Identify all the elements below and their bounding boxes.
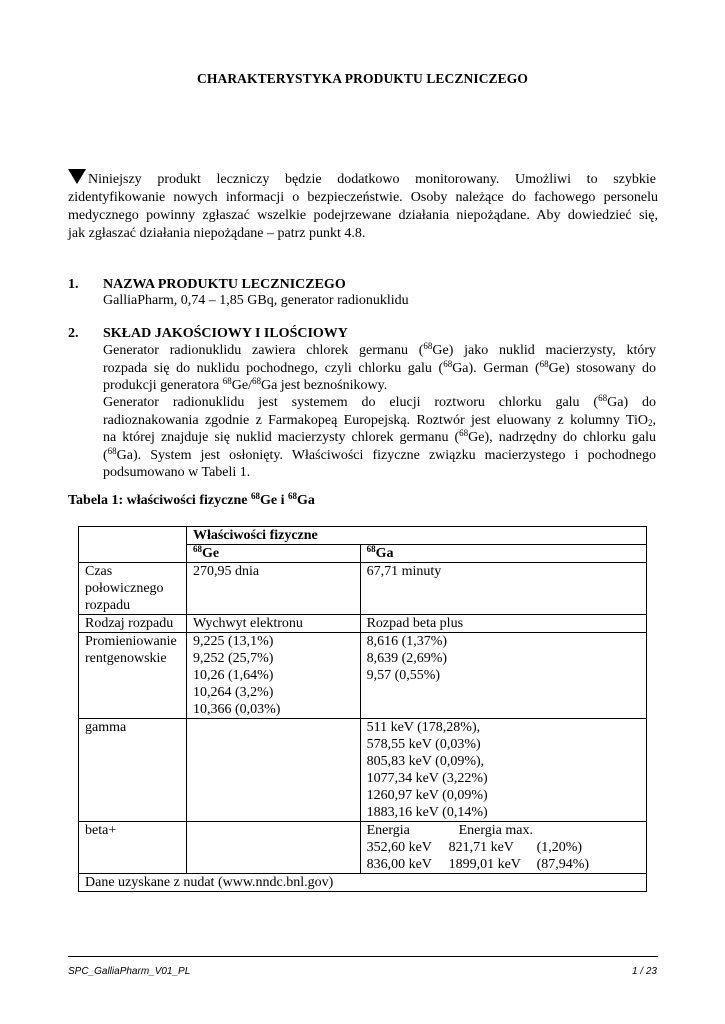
table-row [79,633,647,719]
section-1-text: GalliaPharm, 0,74 – 1,85 GBq, generator radionuklidu [103,293,409,308]
header-ga: $^{68}$Ga [360,545,646,563]
row-label: Czas połowicznego rozpadu [79,563,187,615]
cell-ge [186,719,360,822]
para2-line-4: ($^{68}$Ga). System jest osłonięty. Właściwości fizyczne związku macierzystego i pochodnego [103,445,656,463]
section-1-number: 1. [68,277,79,292]
para2-line-2: radioznakowania zgodnie z Farmakopeą Europejską. Roztwór jest eluowany z kolumny TiO$_2$, [103,412,656,428]
para2-line-5: podsumowano w Tabeli 1. [103,465,251,480]
table-row [79,563,647,615]
section-2-number: 2. [68,326,79,341]
cell-ge [186,822,360,874]
section-2-paragraph-1 [103,342,656,395]
para1-line-1: Generator radionuklidu zawiera chlorek germanu ($^{68}$Ge) jako nuklid macierzysty, który [103,341,656,358]
document-title: CHARAKTERYSTYKA PRODUKTU LECZNICZEGO [197,71,528,86]
cell-ge: 270,95 dnia [186,563,360,615]
footer-page-number: 1 / 23 [631,966,657,977]
cell-ga: 67,71 minuty [360,563,646,615]
header-physical-properties: Właściwości fizyczne [186,527,646,545]
warning-line-4: jak zgłaszać działania niepożądane – patrz punkt 4.8. [68,226,366,241]
para1-line-2: rozpada się do nuklidu pochodnego, czyli chlorku galu ($^{68}$Ga). German ($^{68}$Ge) stosowany do [103,358,656,376]
table-caption: Tabela 1: właściwości fizyczne $^{68}$Ge i $^{68}$Ga [68,491,315,508]
cell-ga: Energia Energia max. 352,60 keV 821,71 keV (1,20%) 836,00 keV 1899,01 keV (87,94%) [360,822,646,874]
cell-ge: Wychwyt elektronu [186,615,360,633]
header-empty-cell [79,527,187,563]
table-source-row [79,874,647,892]
cell-ge: 9,225 (13,1%) 9,252 (25,7%) 10,26 (1,64%) 10,264 (3,2%) 10,366 (0,03%) [186,633,360,719]
cell-ga: Rozpad beta plus [360,615,646,633]
section-2-heading: SKŁAD JAKOŚCIOWY I ILOŚCIOWY [103,326,348,341]
black-triangle-warning [68,169,658,243]
black-triangle-icon [68,169,86,184]
table-header-row [79,527,647,545]
cell-ga: 8,616 (1,37%) 8,639 (2,69%) 9,57 (0,55%) [360,633,646,719]
table-row [79,719,647,822]
warning-line-1: Niniejszy produkt leczniczy będzie dodatkowo monitorowany. Umożliwi to szybkie [88,172,656,187]
para2-line-1: Generator radionuklidu jest systemem do elucji roztworu chlorku galu ($^{68}$Ga) do [103,393,656,410]
row-label: beta+ [79,822,187,874]
section-2-paragraph-2 [103,394,656,482]
table-row [79,615,647,633]
warning-line-3: medycznego powinny zgłaszać wszelkie podejrzewane działania niepożądane. Aby dowiedzieć się, [68,208,658,223]
header-ge: $^{68}$Ge [186,545,360,563]
table-row-beta [79,822,647,874]
section-1-heading: NAZWA PRODUKTU LECZNICZEGO [103,277,346,292]
row-label: gamma [79,719,187,822]
table-source: Dane uzyskane z nudat (www.nndc.bnl.gov) [79,874,647,892]
footer-document-id: SPC_GalliaPharm_V01_PL [68,966,191,977]
cell-ga: 511 keV (178,28%), 578,55 keV (0,03%) 805,83 keV (0,09%), 1077,34 keV (3,22%) 1260,97 keV (0,09%) 1883,16 keV (0,14%) [360,719,646,822]
footer-divider [68,956,658,957]
para2-line-3: na której znajduje się nuklid macierzysty chlorek germanu ($^{68}$Ge), nadrzędny do chlorku galu [103,428,656,445]
row-label: Promieniowanie rentgenowskie [79,633,187,719]
row-label: Rodzaj rozpadu [79,615,187,633]
para1-line-3: produkcji generatora $^{68}$Ge/$^{68}$Ga jest beznośnikowy. [103,376,388,393]
properties-table [78,526,647,892]
warning-line-2: zidentyfikowanie nowych informacji o bezpieczeństwie. Osoby należące do fachowego personelu [68,190,658,205]
